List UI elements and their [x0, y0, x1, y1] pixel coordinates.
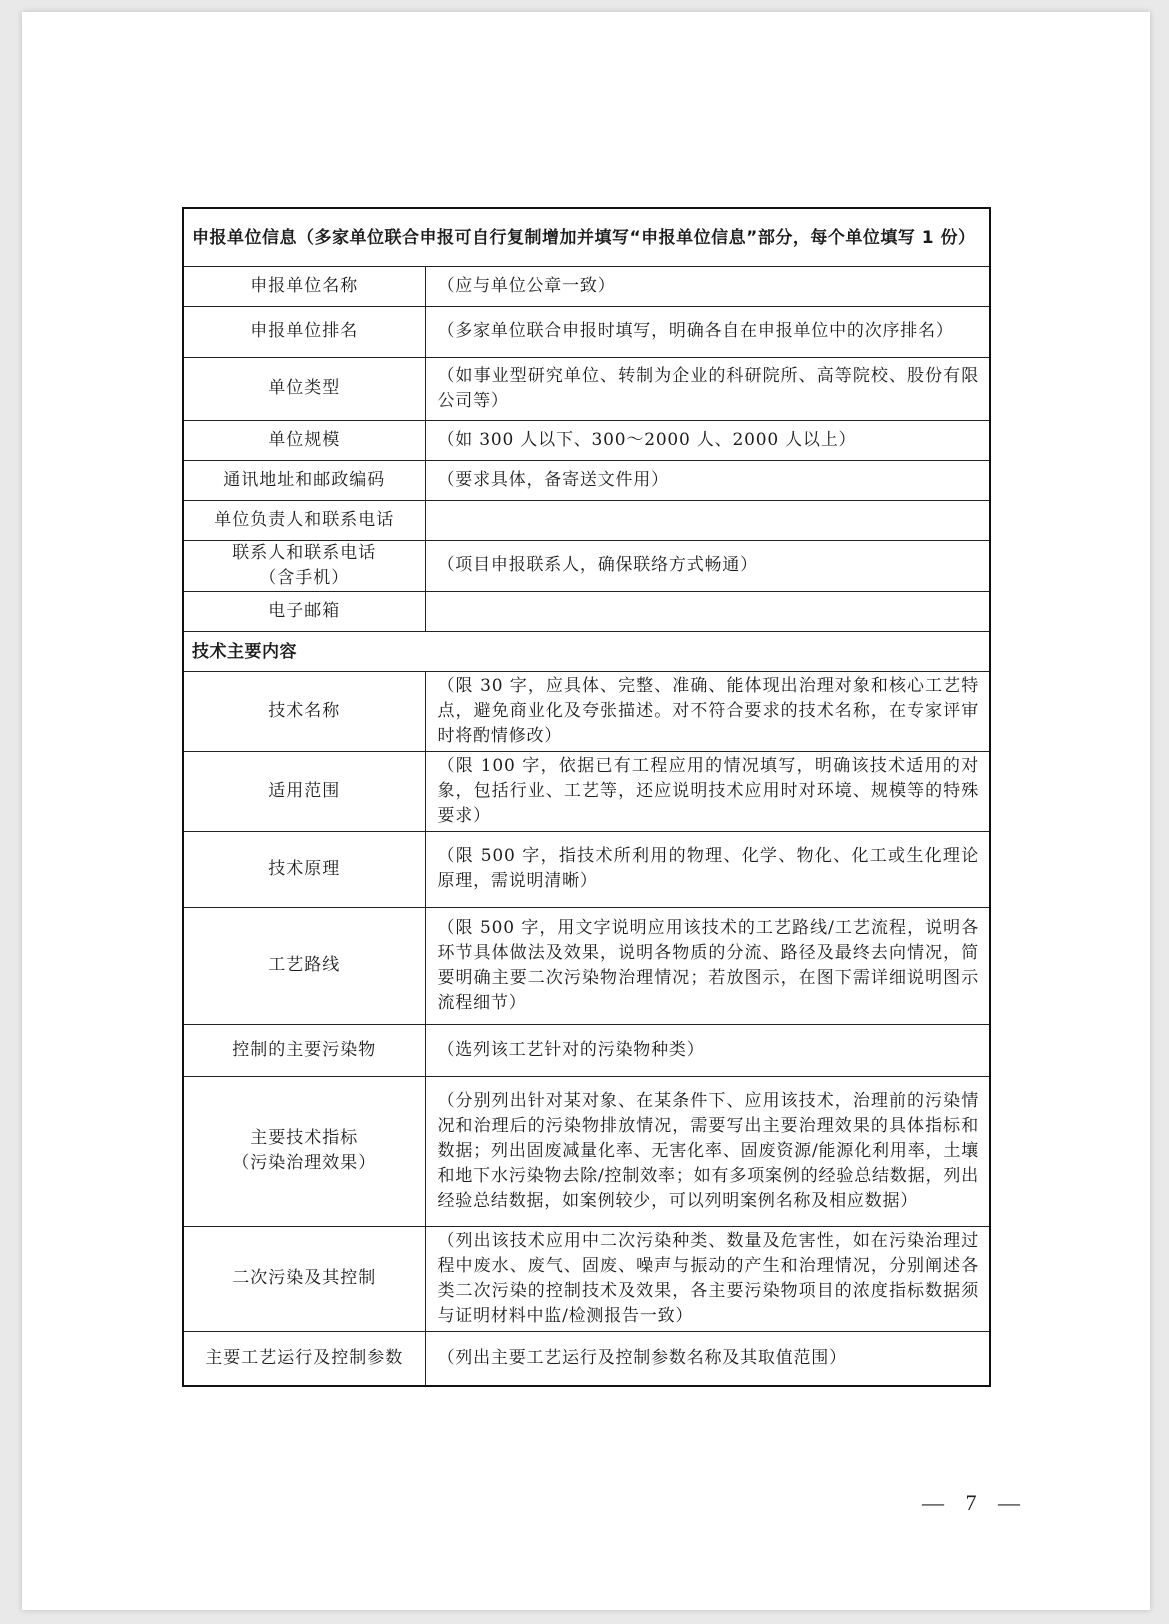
row-value: （如事业型研究单位、转制为企业的科研院所、高等院校、股份有限公司等）: [425, 357, 990, 420]
row-value: （限 500 字，指技术所利用的物理、化学、物化、化工或生化理论原理，需说明清晰）: [425, 831, 990, 907]
table-row: [183, 1076, 990, 1226]
row-label: 单位规模: [183, 420, 425, 460]
row-value: （要求具体，备寄送文件用）: [425, 460, 990, 500]
section-title-applicant-info: 申报单位信息（多家单位联合申报可自行复制增加并填写“申报单位信息”部分，每个单位填写 1 份）: [183, 208, 990, 266]
row-label: 工艺路线: [183, 907, 425, 1024]
table-row: [183, 751, 990, 831]
row-value: （列出该技术应用中二次污染种类、数量及危害性，如在污染治理过程中废水、废气、固废、噪声与振动的产生和治理情况，分别阐述各类二次污染的控制技术及效果，各主要污染物项目的浓度指标数据须与证明材料中监/检测报告一致）: [425, 1226, 990, 1331]
table-row: [183, 306, 990, 357]
row-label: 技术名称: [183, 671, 425, 751]
row-label: 通讯地址和邮政编码: [183, 460, 425, 500]
table-row: [183, 420, 990, 460]
table-row: [183, 266, 990, 306]
row-label-sub: （含手机）: [259, 567, 350, 588]
row-label: 主要工艺运行及控制参数: [183, 1331, 425, 1386]
table-row: [183, 500, 990, 540]
row-label: 主要技术指标: [250, 1128, 359, 1148]
row-label: 申报单位名称: [183, 266, 425, 306]
table-row: [183, 671, 990, 751]
row-value: （选列该工艺针对的污染物种类）: [425, 1024, 990, 1076]
section-header-row: [183, 631, 990, 671]
row-value: （限 30 字，应具体、完整、准确、能体现出治理对象和核心工艺特点，避免商业化及夸张描述。对不符合要求的技术名称，在专家评审时将酌情修改）: [425, 671, 990, 751]
row-label-two-line: [183, 540, 425, 591]
row-label: 适用范围: [183, 751, 425, 831]
row-label: 单位负责人和联系电话: [183, 500, 425, 540]
row-label: 联系人和联系电话: [232, 542, 377, 563]
row-label: 技术原理: [183, 831, 425, 907]
row-label: 单位类型: [183, 357, 425, 420]
section-title-technology: 技术主要内容: [183, 631, 990, 671]
table-row: [183, 1331, 990, 1386]
row-label: 申报单位排名: [183, 306, 425, 357]
table-row: [183, 591, 990, 631]
section-header-row: [183, 208, 990, 266]
table-row: [183, 357, 990, 420]
document-page: [22, 12, 1150, 1610]
row-value: （项目申报联系人，确保联络方式畅通）: [425, 540, 990, 591]
row-value: （列出主要工艺运行及控制参数名称及其取值范围）: [425, 1331, 990, 1386]
page-number: — 7 —: [922, 1490, 1028, 1515]
row-value-empty: [425, 500, 990, 540]
table-row: [183, 460, 990, 500]
table-row: [183, 907, 990, 1024]
table-row: [183, 831, 990, 907]
row-value: （应与单位公章一致）: [425, 266, 990, 306]
row-value-empty: [425, 591, 990, 631]
row-label-two-line: [183, 1076, 425, 1226]
row-label: 控制的主要污染物: [183, 1024, 425, 1076]
row-label-sub: （污染治理效果）: [232, 1153, 377, 1173]
table-row: [183, 1226, 990, 1331]
row-value: （如 300 人以下、300～2000 人、2000 人以上）: [425, 420, 990, 460]
row-value: （限 100 字，依据已有工程应用的情况填写，明确该技术适用的对象，包括行业、工艺等，还应说明技术应用时对环境、规模等的特殊要求）: [425, 751, 990, 831]
table-row: [183, 1024, 990, 1076]
row-value: （分别列出针对某对象、在某条件下、应用该技术，治理前的污染情况和治理后的污染物排放情况，需要写出主要治理效果的具体指标和数据；列出固废减量化率、无害化率、固废资源/能源化利用率，土壤和地下水污染物去除/控制效率；如有多项案例的经验总结数据，列出经验总结数据，如案例较少，可以列明案例名称及相应数据）: [425, 1076, 990, 1226]
row-value: （多家单位联合申报时填写，明确各自在申报单位中的次序排名）: [425, 306, 990, 357]
row-value: （限 500 字，用文字说明应用该技术的工艺路线/工艺流程，说明各环节具体做法及效果，说明各物质的分流、路径及最终去向情况，简要明确主要二次污染物治理情况；若放图示，在图下需详细说明图示流程细节）: [425, 907, 990, 1024]
table-row: [183, 540, 990, 591]
row-label: 二次污染及其控制: [183, 1226, 425, 1331]
application-form-table: [182, 207, 991, 1387]
row-label: 电子邮箱: [183, 591, 425, 631]
